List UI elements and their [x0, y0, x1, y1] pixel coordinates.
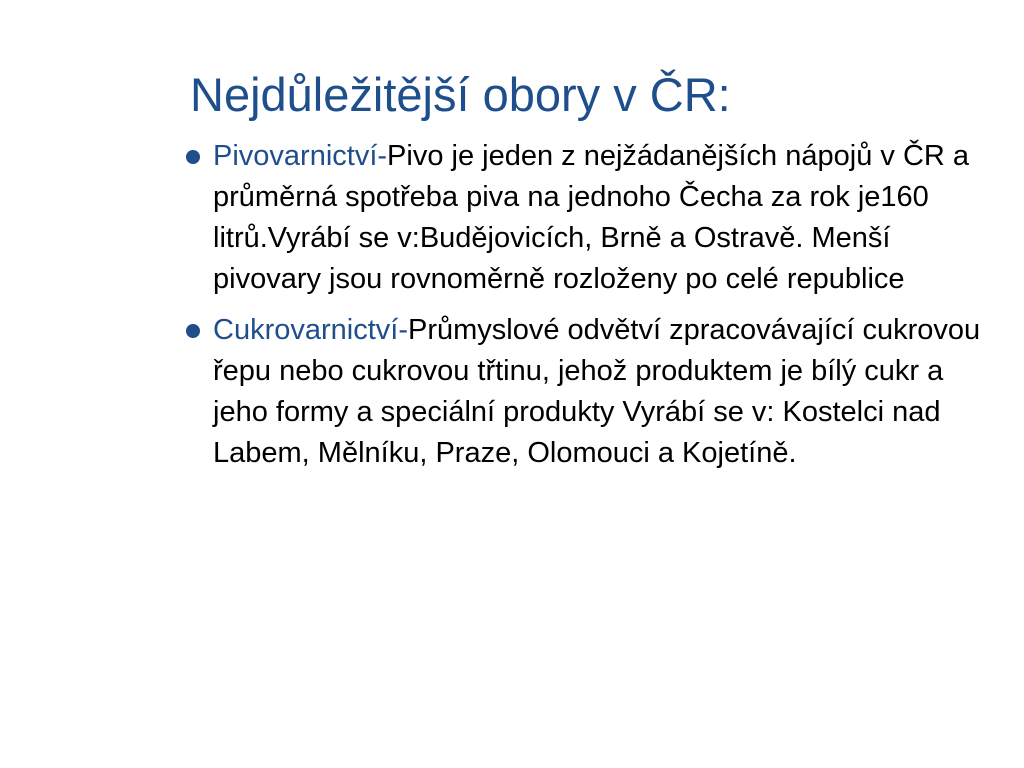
bullet-text: Pivo je jeden z nejžádanějších nápojů v ČR a průměrná spotřeba piva na jednoho Čecha za rok je160 litrů.Vyrábí se v:Budějovicích, Brně a Ostravě. Menší pivovary jsou rovnoměrně rozloženy po celé republice [213, 140, 970, 295]
bullet-item-pivovarnictvi [182, 136, 997, 300]
slide-title: Nejdůležitější obory v ČR: [190, 68, 731, 121]
bullet-item-cukrovarnictvi [182, 310, 997, 474]
bullet-term: Pivovarnictví- [213, 140, 388, 172]
bullet-term: Cukrovarnictví- [213, 314, 408, 346]
bullet-text: Průmyslové odvětví zpracovávající cukrovou řepu nebo cukrovou třtinu, jehož produktem je bílý cukr a jeho formy a speciální produkty Vyrábí se v: Kostelci nad Labem, Mělníku, Praze, Olomouci a Kojetíně. [213, 314, 981, 469]
bullet-list [182, 136, 997, 474]
bullet-dot-icon [186, 324, 200, 338]
bullet-dot-icon [186, 150, 200, 164]
